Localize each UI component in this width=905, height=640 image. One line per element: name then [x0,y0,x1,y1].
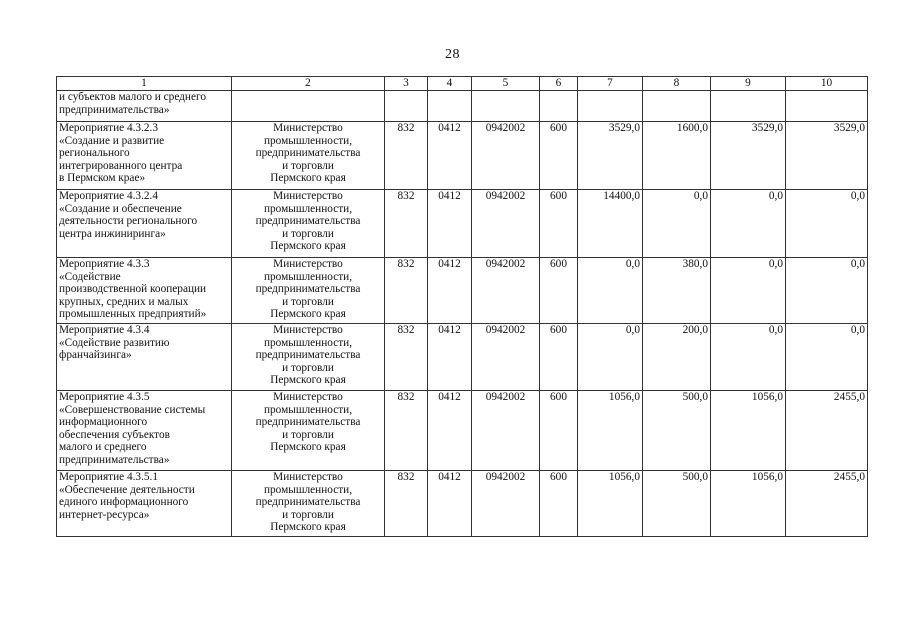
executor-line: и торговли [282,159,334,172]
event-name-line: «Обеспечение деятельности [59,483,195,496]
executor-cell [232,91,385,122]
value-cell-c6: 600 [540,190,578,258]
executor-line: промышленности, [263,270,353,283]
executor-line: предпринимательства [255,349,361,362]
event-name-line: предпринимательства» [59,103,170,116]
executor-line: промышленности, [263,134,353,147]
executor-line: Министерство [273,190,343,202]
value-cell-c9: 1056,0 [711,471,786,537]
value-cell-c8: 1600,0 [643,122,711,190]
executor-line: Пермского края [270,240,346,253]
executor-cell [232,324,385,391]
executor-line: Министерство [273,471,343,483]
executor-line: Пермского края [270,172,346,185]
value-cell-c6: 600 [540,122,578,190]
value-cell-c6: 600 [540,324,578,391]
event-name-cell [57,391,232,471]
column-header: 9 [711,77,786,91]
table-row [57,122,868,190]
event-name-cell [57,190,232,258]
table-row [57,324,868,391]
column-header: 1 [57,77,232,91]
budget-table [56,76,868,537]
value-cell-c10: 2455,0 [786,471,868,537]
table-body [57,91,868,537]
value-cell-c8: 500,0 [643,471,711,537]
header-row [57,77,868,91]
value-cell-c7: 0,0 [578,258,643,324]
table-row [57,91,868,122]
value-cell-c10: 0,0 [786,258,868,324]
executor-line: предпринимательства [255,215,361,228]
value-cell-c6 [540,91,578,122]
event-name-line: деятельности регионального [59,215,198,228]
executor-line: Пермского края [270,308,346,321]
page-number: 28 [445,47,460,62]
value-cell-c7: 14400,0 [578,190,643,258]
executor-line: и торговли [282,428,334,441]
event-name-line: Мероприятие 4.3.5.1 [59,471,159,483]
executor-line: Пермского края [270,521,346,534]
event-name-line: в Пермском крае» [59,172,146,185]
value-cell-c4: 0412 [428,324,472,391]
event-name-line: крупных, средних и малых [59,295,189,308]
table-row [57,471,868,537]
executor-line: предпринимательства [255,283,361,296]
value-cell-c10: 0,0 [786,190,868,258]
value-cell-c4: 0412 [428,391,472,471]
value-cell-c6: 600 [540,258,578,324]
event-name-line: малого и среднего [59,441,147,454]
table-row [57,391,868,471]
executor-line: Министерство [273,258,343,270]
value-cell-c9: 1056,0 [711,391,786,471]
executor-line: и торговли [282,227,334,240]
value-cell-c10 [786,91,868,122]
value-cell-c4: 0412 [428,471,472,537]
event-name-line: и субъектов малого и среднего [59,91,206,103]
event-name-line: Мероприятие 4.3.5 [59,391,150,403]
value-cell-c4: 0412 [428,190,472,258]
value-cell-c5: 0942002 [472,471,540,537]
value-cell-c9 [711,91,786,122]
executor-cell [232,122,385,190]
executor-line: Министерство [273,324,343,336]
event-name-line: «Совершенствование системы [59,403,206,416]
event-name-line: интегрированного центра [59,159,183,172]
table-row [57,190,868,258]
value-cell-c3: 832 [385,258,428,324]
value-cell-c10: 3529,0 [786,122,868,190]
value-cell-c8: 0,0 [643,190,711,258]
value-cell-c9: 0,0 [711,190,786,258]
value-cell-c7: 1056,0 [578,471,643,537]
executor-line: промышленности, [263,483,353,496]
column-header: 8 [643,77,711,91]
value-cell-c5: 0942002 [472,190,540,258]
event-name-cell [57,471,232,537]
executor-cell [232,258,385,324]
event-name-line: Мероприятие 4.3.2.4 [59,190,159,202]
value-cell-c5: 0942002 [472,122,540,190]
column-header: 10 [786,77,868,91]
event-name-line: «Создание и обеспечение [59,202,182,215]
event-name-line: информационного [59,416,148,429]
event-name-cell [57,91,232,122]
executor-line: предпринимательства [255,147,361,160]
event-name-line: промышленных предприятий» [59,308,207,321]
column-header: 7 [578,77,643,91]
event-name-line: регионального [59,147,130,160]
value-cell-c8: 500,0 [643,391,711,471]
value-cell-c7: 0,0 [578,324,643,391]
executor-line: промышленности, [263,202,353,215]
event-name-line: «Содействие [59,270,121,283]
value-cell-c8: 200,0 [643,324,711,391]
column-header: 6 [540,77,578,91]
column-header: 5 [472,77,540,91]
value-cell-c4: 0412 [428,258,472,324]
executor-line: предпринимательства [255,496,361,509]
value-cell-c10: 0,0 [786,324,868,391]
value-cell-c5: 0942002 [472,324,540,391]
column-header: 4 [428,77,472,91]
event-name-cell [57,258,232,324]
executor-line: Министерство [273,391,343,403]
value-cell-c9: 0,0 [711,258,786,324]
executor-line: и торговли [282,508,334,521]
value-cell-c3: 832 [385,391,428,471]
event-name-line: «Содействие развитию [59,336,170,349]
value-cell-c3: 832 [385,190,428,258]
event-name-line: франчайзинга» [59,349,132,362]
event-name-line: центра инжиниринга» [59,227,166,240]
event-name-line: обеспечения субъектов [59,428,170,441]
value-cell-c5: 0942002 [472,258,540,324]
executor-line: Пермского края [270,374,346,387]
executor-line: Пермского края [270,441,346,454]
executor-line: промышленности, [263,403,353,416]
event-name-line: интернет-ресурса» [59,508,150,521]
executor-line: и торговли [282,295,334,308]
executor-cell [232,391,385,471]
column-header: 3 [385,77,428,91]
event-name-cell [57,122,232,190]
value-cell-c7: 3529,0 [578,122,643,190]
executor-line: и торговли [282,361,334,374]
value-cell-c7: 1056,0 [578,391,643,471]
value-cell-c8 [643,91,711,122]
value-cell-c6: 600 [540,471,578,537]
column-header: 2 [232,77,385,91]
value-cell-c4 [428,91,472,122]
event-name-line: «Создание и развитие [59,134,165,147]
value-cell-c4: 0412 [428,122,472,190]
executor-line: предпринимательства [255,416,361,429]
event-name-line: производственной кооперации [59,283,207,296]
value-cell-c3 [385,91,428,122]
value-cell-c6: 600 [540,391,578,471]
value-cell-c10: 2455,0 [786,391,868,471]
executor-line: промышленности, [263,336,353,349]
value-cell-c5 [472,91,540,122]
executor-cell [232,190,385,258]
value-cell-c5: 0942002 [472,391,540,471]
event-name-cell [57,324,232,391]
value-cell-c9: 3529,0 [711,122,786,190]
event-name-line: Мероприятие 4.3.2.3 [59,122,159,134]
event-name-line: Мероприятие 4.3.4 [59,324,150,336]
event-name-line: единого информационного [59,496,189,509]
table-row [57,258,868,324]
executor-line: Министерство [273,122,343,134]
value-cell-c3: 832 [385,324,428,391]
value-cell-c8: 380,0 [643,258,711,324]
value-cell-c7 [578,91,643,122]
value-cell-c3: 832 [385,471,428,537]
event-name-line: Мероприятие 4.3.3 [59,258,150,270]
value-cell-c9: 0,0 [711,324,786,391]
executor-cell [232,471,385,537]
event-name-line: предпринимательства» [59,453,170,466]
value-cell-c3: 832 [385,122,428,190]
